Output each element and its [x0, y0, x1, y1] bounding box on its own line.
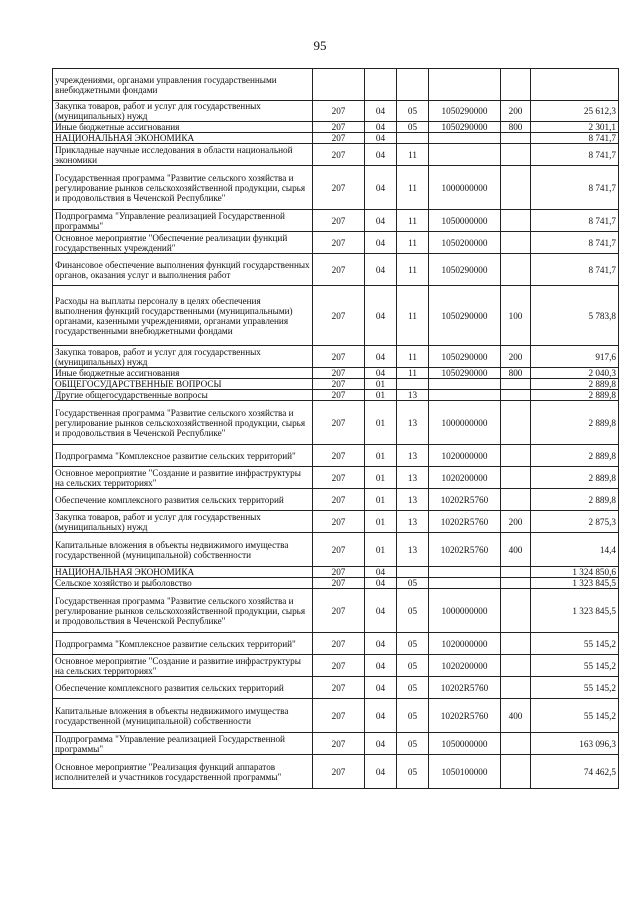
- cell-rz: 04: [365, 633, 397, 655]
- cell-rz: 04: [365, 286, 397, 346]
- cell-vr: [501, 401, 531, 445]
- cell-gr: 207: [313, 567, 365, 578]
- cell-gr: 207: [313, 489, 365, 511]
- cell-csr: 1050290000: [429, 346, 501, 368]
- cell-gr: 207: [313, 166, 365, 210]
- cell-gr: 207: [313, 733, 365, 755]
- cell-pr: [397, 379, 429, 390]
- table-row: [53, 368, 619, 379]
- cell-pr: 11: [397, 254, 429, 286]
- cell-name: Государственная программа "Развитие сельского хозяйства и регулирование рынков сельскохозяйственной продукции, сырья и продовольствия в Чеченской Республике": [53, 401, 313, 445]
- table-row: [53, 578, 619, 589]
- cell-csr: 1050000000: [429, 210, 501, 232]
- cell-pr: 13: [397, 445, 429, 467]
- cell-vr: [501, 232, 531, 254]
- table-row: [53, 755, 619, 789]
- cell-gr: 207: [313, 445, 365, 467]
- cell-sum: 2 875,3: [531, 511, 619, 533]
- table-row: [53, 133, 619, 144]
- cell-sum: 8 741,7: [531, 254, 619, 286]
- cell-sum: 2 889,8: [531, 467, 619, 489]
- table-row: [53, 445, 619, 467]
- cell-sum: 55 145,2: [531, 655, 619, 677]
- cell-sum: 2 889,8: [531, 445, 619, 467]
- cell-name: Подпрограмма "Комплексное развитие сельских территорий": [53, 445, 313, 467]
- cell-vr: 400: [501, 533, 531, 567]
- cell-rz: 04: [365, 232, 397, 254]
- cell-name: Прикладные научные исследования в области национальной экономики: [53, 144, 313, 166]
- cell-pr: 13: [397, 511, 429, 533]
- cell-vr: [501, 445, 531, 467]
- cell-sum: 2 301,1: [531, 122, 619, 133]
- cell-rz: 04: [365, 122, 397, 133]
- cell-rz: 04: [365, 699, 397, 733]
- cell-gr: 207: [313, 144, 365, 166]
- cell-vr: [501, 69, 531, 101]
- cell-csr: [429, 144, 501, 166]
- cell-rz: 04: [365, 677, 397, 699]
- cell-sum: [531, 69, 619, 101]
- cell-sum: 55 145,2: [531, 699, 619, 733]
- cell-gr: 207: [313, 210, 365, 232]
- cell-name: Обеспечение комплексного развития сельских территорий: [53, 677, 313, 699]
- cell-pr: 13: [397, 533, 429, 567]
- cell-csr: 1050290000: [429, 286, 501, 346]
- cell-sum: 8 741,7: [531, 232, 619, 254]
- cell-csr: 1020200000: [429, 467, 501, 489]
- cell-rz: 04: [365, 101, 397, 122]
- cell-vr: [501, 254, 531, 286]
- cell-csr: 1050000000: [429, 733, 501, 755]
- cell-gr: 207: [313, 390, 365, 401]
- cell-vr: [501, 633, 531, 655]
- cell-vr: [501, 467, 531, 489]
- cell-pr: [397, 69, 429, 101]
- cell-sum: 1 323 845,5: [531, 578, 619, 589]
- cell-csr: 10202R5760: [429, 533, 501, 567]
- cell-sum: 25 612,3: [531, 101, 619, 122]
- cell-name: Сельское хозяйство и рыболовство: [53, 578, 313, 589]
- cell-sum: 55 145,2: [531, 677, 619, 699]
- table-row: [53, 511, 619, 533]
- cell-vr: [501, 733, 531, 755]
- cell-vr: [501, 755, 531, 789]
- table-row: [53, 346, 619, 368]
- cell-name: Обеспечение комплексного развития сельских территорий: [53, 489, 313, 511]
- cell-gr: 207: [313, 286, 365, 346]
- cell-rz: 04: [365, 166, 397, 210]
- cell-vr: 400: [501, 699, 531, 733]
- cell-pr: 11: [397, 368, 429, 379]
- cell-name: Основное мероприятие "Создание и развитие инфраструктуры на сельских территориях": [53, 467, 313, 489]
- cell-gr: 207: [313, 655, 365, 677]
- cell-gr: 207: [313, 254, 365, 286]
- cell-pr: 13: [397, 489, 429, 511]
- table-row: [53, 232, 619, 254]
- cell-gr: 207: [313, 677, 365, 699]
- cell-rz: 01: [365, 401, 397, 445]
- cell-gr: 207: [313, 379, 365, 390]
- cell-gr: 207: [313, 755, 365, 789]
- cell-csr: 1050290000: [429, 368, 501, 379]
- cell-pr: 13: [397, 390, 429, 401]
- page-number: 95: [313, 38, 327, 53]
- table-body: [53, 69, 619, 789]
- cell-gr: 207: [313, 122, 365, 133]
- table-row: [53, 210, 619, 232]
- cell-name: Основное мероприятие "Создание и развитие инфраструктуры на сельских территориях": [53, 655, 313, 677]
- cell-vr: [501, 655, 531, 677]
- table-row: [53, 69, 619, 101]
- table-row: [53, 733, 619, 755]
- cell-csr: [429, 567, 501, 578]
- table-row: [53, 699, 619, 733]
- cell-pr: 05: [397, 699, 429, 733]
- cell-csr: [429, 133, 501, 144]
- cell-pr: 05: [397, 755, 429, 789]
- table-row: [53, 286, 619, 346]
- cell-rz: 01: [365, 533, 397, 567]
- cell-rz: 01: [365, 467, 397, 489]
- table-row: [53, 533, 619, 567]
- table-row: [53, 489, 619, 511]
- cell-name: Финансовое обеспечение выполнения функций государственных органов, оказания услуг и выполнения работ: [53, 254, 313, 286]
- cell-csr: 1020000000: [429, 445, 501, 467]
- cell-csr: 10202R5760: [429, 511, 501, 533]
- cell-gr: 207: [313, 346, 365, 368]
- cell-csr: [429, 390, 501, 401]
- cell-rz: 04: [365, 133, 397, 144]
- cell-name: Закупка товаров, работ и услуг для государственных (муниципальных) нужд: [53, 101, 313, 122]
- table-row: [53, 122, 619, 133]
- cell-sum: 2 889,8: [531, 379, 619, 390]
- cell-name: Государственная программа "Развитие сельского хозяйства и регулирование рынков сельскохозяйственной продукции, сырья и продовольствия в Чеченской Республике": [53, 166, 313, 210]
- cell-sum: 1 324 850,6: [531, 567, 619, 578]
- cell-vr: [501, 390, 531, 401]
- cell-csr: 1050290000: [429, 122, 501, 133]
- cell-csr: 1050290000: [429, 101, 501, 122]
- cell-sum: 2 040,3: [531, 368, 619, 379]
- cell-rz: 04: [365, 589, 397, 633]
- table-row: [53, 567, 619, 578]
- cell-rz: 04: [365, 254, 397, 286]
- cell-rz: 01: [365, 489, 397, 511]
- cell-name: НАЦИОНАЛЬНАЯ ЭКОНОМИКА: [53, 133, 313, 144]
- cell-name: Иные бюджетные ассигнования: [53, 122, 313, 133]
- cell-name: Основное мероприятие "Обеспечение реализации функций государственных учреждений": [53, 232, 313, 254]
- cell-rz: 01: [365, 511, 397, 533]
- cell-pr: [397, 133, 429, 144]
- table-row: [53, 655, 619, 677]
- cell-csr: 1020000000: [429, 633, 501, 655]
- cell-sum: 5 783,8: [531, 286, 619, 346]
- cell-vr: 200: [501, 511, 531, 533]
- cell-sum: 55 145,2: [531, 633, 619, 655]
- cell-sum: 8 741,7: [531, 133, 619, 144]
- cell-gr: 207: [313, 699, 365, 733]
- cell-pr: 05: [397, 578, 429, 589]
- cell-pr: 11: [397, 346, 429, 368]
- cell-vr: 200: [501, 101, 531, 122]
- table-row: [53, 467, 619, 489]
- cell-pr: [397, 567, 429, 578]
- cell-csr: 1050100000: [429, 755, 501, 789]
- cell-pr: 11: [397, 232, 429, 254]
- cell-rz: 04: [365, 368, 397, 379]
- cell-sum: 14,4: [531, 533, 619, 567]
- cell-csr: 1050290000: [429, 254, 501, 286]
- cell-vr: 800: [501, 122, 531, 133]
- cell-csr: 1020200000: [429, 655, 501, 677]
- cell-vr: [501, 133, 531, 144]
- cell-vr: [501, 589, 531, 633]
- cell-name: Закупка товаров, работ и услуг для государственных (муниципальных) нужд: [53, 346, 313, 368]
- cell-sum: 2 889,8: [531, 401, 619, 445]
- cell-rz: 04: [365, 733, 397, 755]
- table-row: [53, 677, 619, 699]
- cell-rz: 04: [365, 567, 397, 578]
- cell-name: Основное мероприятие "Реализация функций аппаратов исполнителей и участников государственной программы": [53, 755, 313, 789]
- cell-gr: 207: [313, 101, 365, 122]
- cell-sum: 163 096,3: [531, 733, 619, 755]
- cell-gr: 207: [313, 578, 365, 589]
- cell-vr: [501, 166, 531, 210]
- cell-rz: 04: [365, 210, 397, 232]
- cell-pr: 11: [397, 210, 429, 232]
- cell-name: Другие общегосударственные вопросы: [53, 390, 313, 401]
- cell-gr: 207: [313, 368, 365, 379]
- cell-csr: 1000000000: [429, 401, 501, 445]
- cell-csr: 10202R5760: [429, 489, 501, 511]
- cell-vr: 200: [501, 346, 531, 368]
- cell-pr: 11: [397, 286, 429, 346]
- cell-pr: 05: [397, 589, 429, 633]
- cell-csr: [429, 578, 501, 589]
- table-row: [53, 144, 619, 166]
- cell-name: Расходы на выплаты персоналу в целях обеспечения выполнения функций государственными (муниципальными) органами, казенными учреждениями, органами управления государственными внебюджетными фондами: [53, 286, 313, 346]
- cell-rz: 04: [365, 144, 397, 166]
- cell-pr: 11: [397, 144, 429, 166]
- cell-sum: 8 741,7: [531, 210, 619, 232]
- cell-name: Закупка товаров, работ и услуг для государственных (муниципальных) нужд: [53, 511, 313, 533]
- cell-rz: 01: [365, 390, 397, 401]
- cell-vr: [501, 567, 531, 578]
- cell-csr: 1050200000: [429, 232, 501, 254]
- cell-name: Подпрограмма "Комплексное развитие сельских территорий": [53, 633, 313, 655]
- cell-name: ОБЩЕГОСУДАРСТВЕННЫЕ ВОПРОСЫ: [53, 379, 313, 390]
- cell-vr: [501, 578, 531, 589]
- cell-vr: [501, 677, 531, 699]
- budget-table: [52, 68, 619, 789]
- table-row: [53, 589, 619, 633]
- table-row: [53, 390, 619, 401]
- table-row: [53, 633, 619, 655]
- cell-gr: 207: [313, 232, 365, 254]
- cell-csr: [429, 379, 501, 390]
- cell-csr: 10202R5760: [429, 699, 501, 733]
- cell-name: Подпрограмма "Управление реализацией Государственной программы": [53, 210, 313, 232]
- cell-sum: 8 741,7: [531, 144, 619, 166]
- cell-csr: 1000000000: [429, 166, 501, 210]
- cell-pr: 05: [397, 122, 429, 133]
- cell-gr: 207: [313, 511, 365, 533]
- cell-rz: 04: [365, 346, 397, 368]
- cell-pr: 05: [397, 655, 429, 677]
- cell-pr: 11: [397, 166, 429, 210]
- cell-rz: [365, 69, 397, 101]
- cell-pr: 05: [397, 733, 429, 755]
- cell-sum: 917,6: [531, 346, 619, 368]
- cell-csr: 1000000000: [429, 589, 501, 633]
- cell-pr: 05: [397, 101, 429, 122]
- cell-rz: 01: [365, 379, 397, 390]
- cell-pr: 13: [397, 401, 429, 445]
- cell-rz: 01: [365, 445, 397, 467]
- table-row: [53, 166, 619, 210]
- cell-rz: 04: [365, 755, 397, 789]
- cell-sum: 2 889,8: [531, 489, 619, 511]
- cell-name: Иные бюджетные ассигнования: [53, 368, 313, 379]
- cell-gr: 207: [313, 633, 365, 655]
- cell-vr: 100: [501, 286, 531, 346]
- cell-name: НАЦИОНАЛЬНАЯ ЭКОНОМИКА: [53, 567, 313, 578]
- cell-sum: 74 462,5: [531, 755, 619, 789]
- cell-gr: 207: [313, 467, 365, 489]
- table-row: [53, 101, 619, 122]
- cell-name: Капитальные вложения в объекты недвижимого имущества государственной (муниципальной) собственности: [53, 699, 313, 733]
- cell-rz: 04: [365, 578, 397, 589]
- cell-name: Капитальные вложения в объекты недвижимого имущества государственной (муниципальной) собственности: [53, 533, 313, 567]
- cell-vr: [501, 489, 531, 511]
- cell-pr: 05: [397, 677, 429, 699]
- table-row: [53, 254, 619, 286]
- cell-gr: 207: [313, 401, 365, 445]
- cell-sum: 1 323 845,5: [531, 589, 619, 633]
- cell-name: Государственная программа "Развитие сельского хозяйства и регулирование рынков сельскохозяйственной продукции, сырья и продовольствия в Чеченской Республике": [53, 589, 313, 633]
- cell-name: Подпрограмма "Управление реализацией Государственной программы": [53, 733, 313, 755]
- cell-gr: 207: [313, 589, 365, 633]
- cell-pr: 05: [397, 633, 429, 655]
- cell-vr: [501, 379, 531, 390]
- cell-vr: [501, 210, 531, 232]
- cell-gr: [313, 69, 365, 101]
- table-row: [53, 401, 619, 445]
- cell-sum: 2 889,8: [531, 390, 619, 401]
- cell-vr: 800: [501, 368, 531, 379]
- cell-gr: 207: [313, 533, 365, 567]
- cell-sum: 8 741,7: [531, 166, 619, 210]
- cell-csr: 10202R5760: [429, 677, 501, 699]
- cell-csr: [429, 69, 501, 101]
- cell-name: учреждениями, органами управления государственными внебюджетными фондами: [53, 69, 313, 101]
- table-row: [53, 379, 619, 390]
- cell-vr: [501, 144, 531, 166]
- cell-pr: 13: [397, 467, 429, 489]
- cell-rz: 04: [365, 655, 397, 677]
- cell-gr: 207: [313, 133, 365, 144]
